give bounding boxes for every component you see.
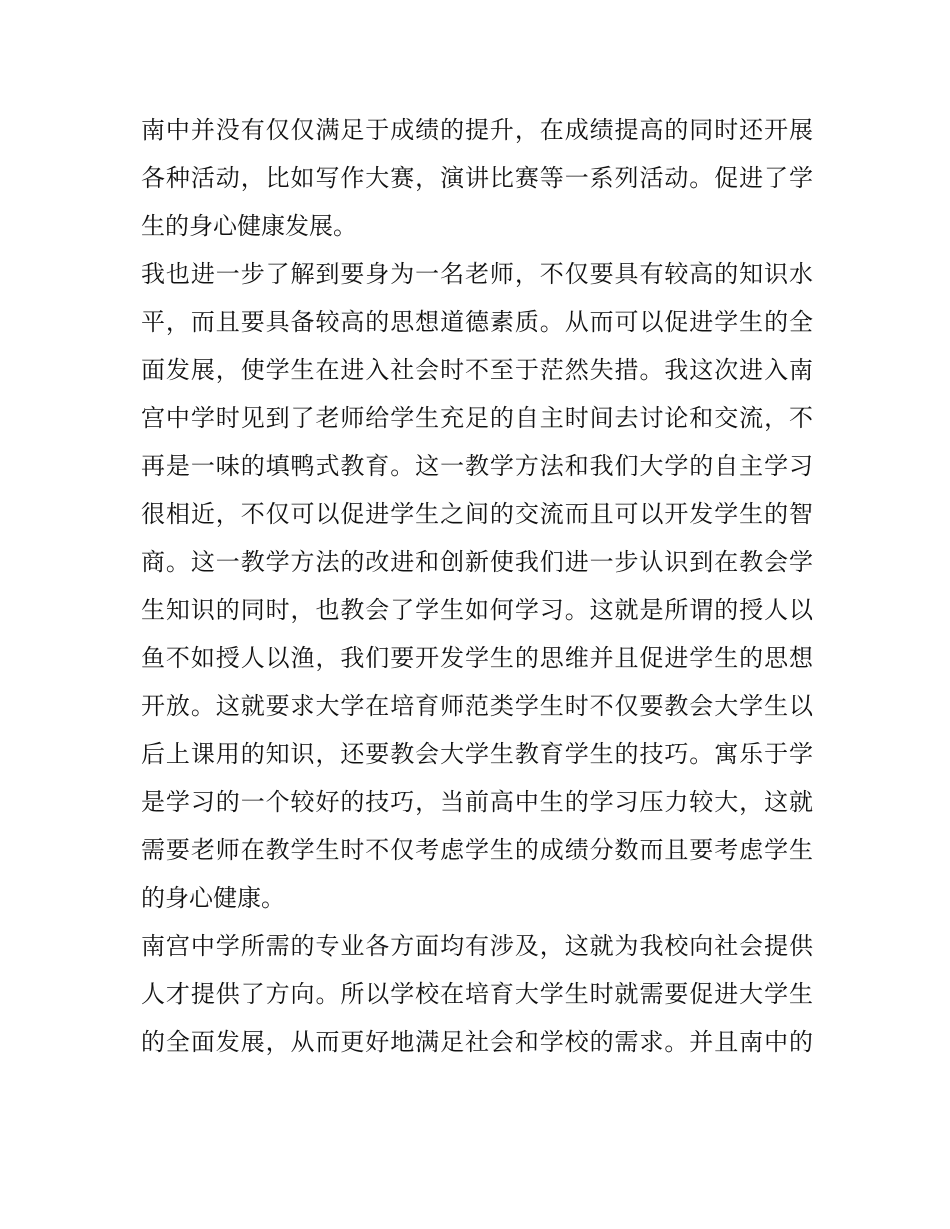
paragraph-3 <box>141 922 813 1066</box>
text-line: 生知识的同时，也教会了学生如何学习。这就是所谓的授人以 <box>141 596 813 624</box>
text-line: 生的身心健康发展。 <box>141 212 357 240</box>
text-line: 需要老师在教学生时不仅考虑学生的成绩分数而且要考虑学生 <box>141 836 813 864</box>
text-line: 鱼不如授人以渔，我们要开发学生的思维并且促进学生的思想 <box>141 644 813 672</box>
text-line: 平，而且要具备较高的思想道德素质。从而可以促进学生的全 <box>141 308 813 336</box>
text-line: 人才提供了方向。所以学校在培育大学生时就需要促进大学生 <box>141 980 813 1008</box>
text-line: 的全面发展，从而更好地满足社会和学校的需求。并且南中的 <box>141 1028 813 1056</box>
text-line: 后上课用的知识，还要教会大学生教育学生的技巧。寓乐于学 <box>141 740 813 768</box>
text-line: 商。这一教学方法的改进和创新使我们进一步认识到在教会学 <box>141 548 813 576</box>
text-line: 南宫中学所需的专业各方面均有涉及，这就为我校向社会提供 <box>141 932 813 960</box>
text-line: 宫中学时见到了老师给学生充足的自主时间去讨论和交流，不 <box>141 404 813 432</box>
text-line: 再是一味的填鸭式教育。这一教学方法和我们大学的自主学习 <box>141 452 813 480</box>
text-line: 很相近，不仅可以促进学生之间的交流而且可以开发学生的智 <box>141 500 813 528</box>
document-body <box>141 106 813 1066</box>
text-line: 是学习的一个较好的技巧，当前高中生的学习压力较大，这就 <box>141 788 813 816</box>
text-line: 我也进一步了解到要身为一名老师，不仅要具有较高的知识水 <box>141 260 813 288</box>
paragraph-1 <box>141 106 813 250</box>
text-line: 面发展，使学生在进入社会时不至于茫然失措。我这次进入南 <box>141 356 813 384</box>
text-line: 开放。这就要求大学在培育师范类学生时不仅要教会大学生以 <box>141 692 813 720</box>
text-line: 各种活动，比如写作大赛，演讲比赛等一系列活动。促进了学 <box>141 164 813 192</box>
text-line: 南中并没有仅仅满足于成绩的提升，在成绩提高的同时还开展 <box>141 116 813 144</box>
text-line: 的身心健康。 <box>141 884 285 912</box>
paragraph-2 <box>141 250 813 922</box>
